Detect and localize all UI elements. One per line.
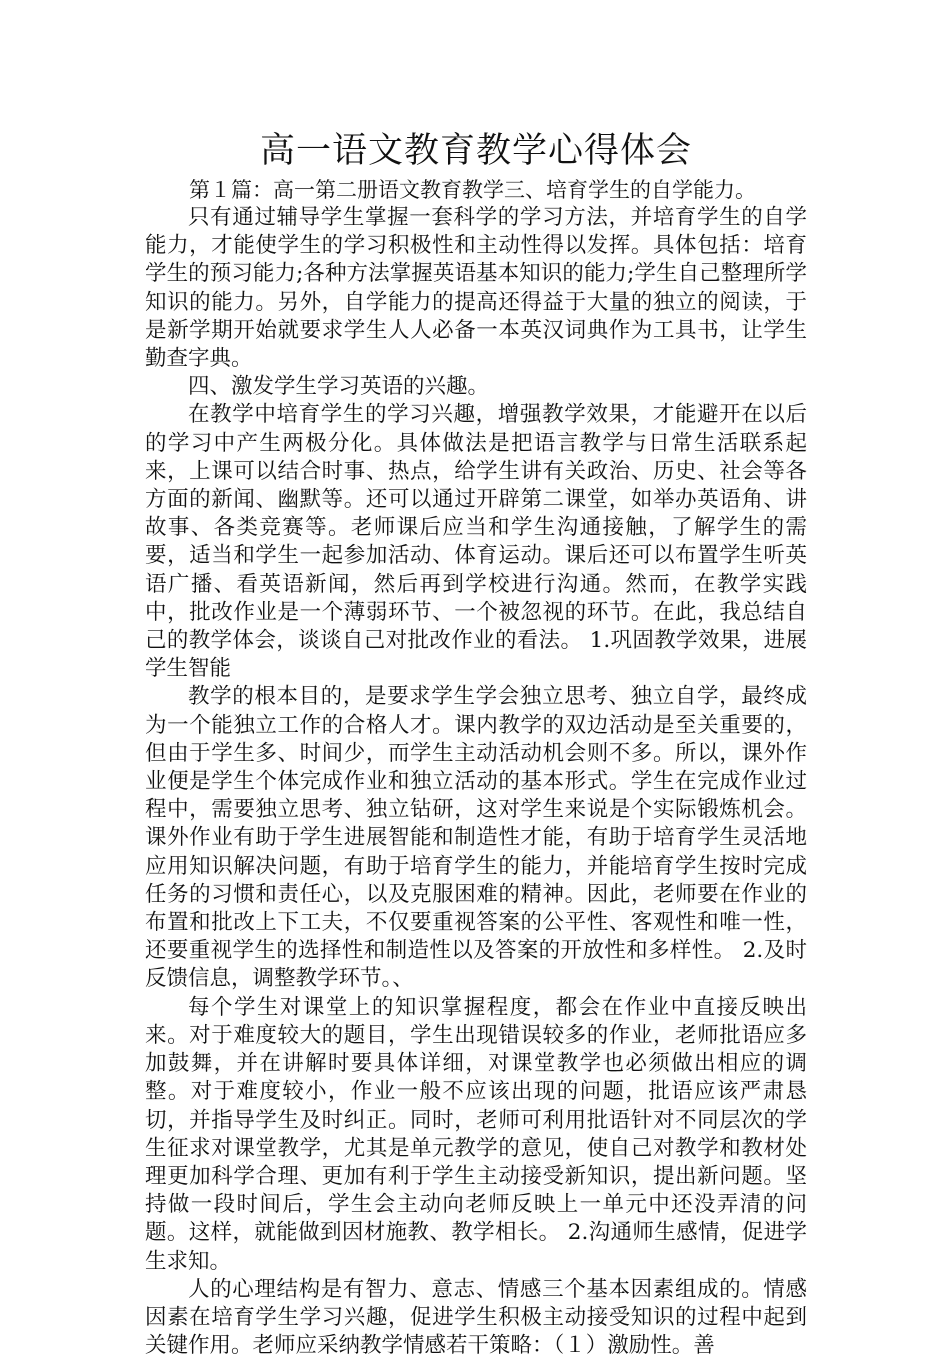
paragraph-heading-interest: 四、激发学生学习英语的兴趣。 — [188, 374, 490, 400]
paragraph-self-study: 只有通过辅导学生掌握一套科学的学习方法，并培育学生的自学能力，才能使学生的学习积极性和主动性得以发挥。具体包括：培育学生的预习能力;各种方法掌握英语基本知识的能力;学生自己整理所学知识的能力。另外，自学能力的提高还得益于大量的独立的阅读，于是新学期开始就要求学生人人必备一本英汉词典作为工具书，让学生勤查字典。 — [145, 205, 807, 372]
document-subtitle: 第１篇：高一第二册语文教育教学三、培育学生的自学能力。 — [189, 178, 756, 202]
paragraph-feedback: 每个学生对课堂上的知识掌握程度，都会在作业中直接反映出来。对于难度较大的题目，学生出现错误较多的作业，老师批语应多加鼓舞，并在讲解时要具体详细，对课堂教学也必须做出相应的调整。对于难度较小，作业一般不应该出现的问题，批语应该严肃恳切，并指导学生及时纠正。同时，老师可利用批语针对不同层次的学生征求对课堂教学，尤其是单元教学的意见，使自己对教学和教材处理更加科学合理、更加有利于学生主动接受新知识，提出新问题。坚持做一段时间后，学生会主动向老师反映上一单元中还没弄清的问题。这样，就能做到因材施教、教学相长。 2.沟通师生感情，促进学生求知。 — [145, 994, 807, 1274]
document-title: 高一语文教育教学心得体会 — [259, 131, 692, 171]
document-page — [145, 128, 807, 1360]
paragraph-interest: 在教学中培育学生的学习兴趣，增强教学效果，才能避开在以后的学习中产生两极分化。具体做法是把语言教学与日常生活联系起来，上课可以结合时事、热点，给学生讲有关政治、历史、社会等各方面的新闻、幽默等。还可以通过开辟第二课堂，如举办英语角、讲故事、各类竞赛等。老师课后应当和学生沟通接触，了解学生的需要，适当和学生一起参加活动、体育运动。课后还可以布置学生听英语广播、看英语新闻，然后再到学校进行沟通。然而，在教学实践中，批改作业是一个薄弱环节、一个被忽视的环节。在此，我总结自己的教学体会，谈谈自己对批改作业的看法。 1.巩固教学效果，进展学生智能 — [145, 402, 807, 682]
paragraph-teaching-purpose: 教学的根本目的，是要求学生学会独立思考、独立自学，最终成为一个能独立工作的合格人才。课内教学的双边活动是至关重要的，但由于学生多、时间少，而学生主动活动机会则不多。所以，课外作业便是学生个体完成作业和独立活动的基本形式。学生在完成作业过程中，需要独立思考、独立钻研，这对学生来说是个实际锻炼机会。课外作业有助于学生进展智能和制造性才能，有助于培育学生灵活地应用知识解决问题，有助于培育学生的能力，并能培育学生按时完成任务的习惯和责任心，以及克服困难的精神。因此，老师要在作业的布置和批改上下工夫，不仅要重视答案的公平性、客观性和唯一性，还要重视学生的选择性和制造性以及答案的开放性和多样性。 2.及时反馈信息，调整教学环节。、 — [145, 684, 807, 992]
paragraph-psychology: 人的心理结构是有智力、意志、情感三个基本因素组成的。情感因素在培育学生学习兴趣，促进学生积极主动接受知识的过程中起到关键作用。老师应采纳教学情感若干策略：（１）激励性。善 — [145, 1276, 807, 1359]
